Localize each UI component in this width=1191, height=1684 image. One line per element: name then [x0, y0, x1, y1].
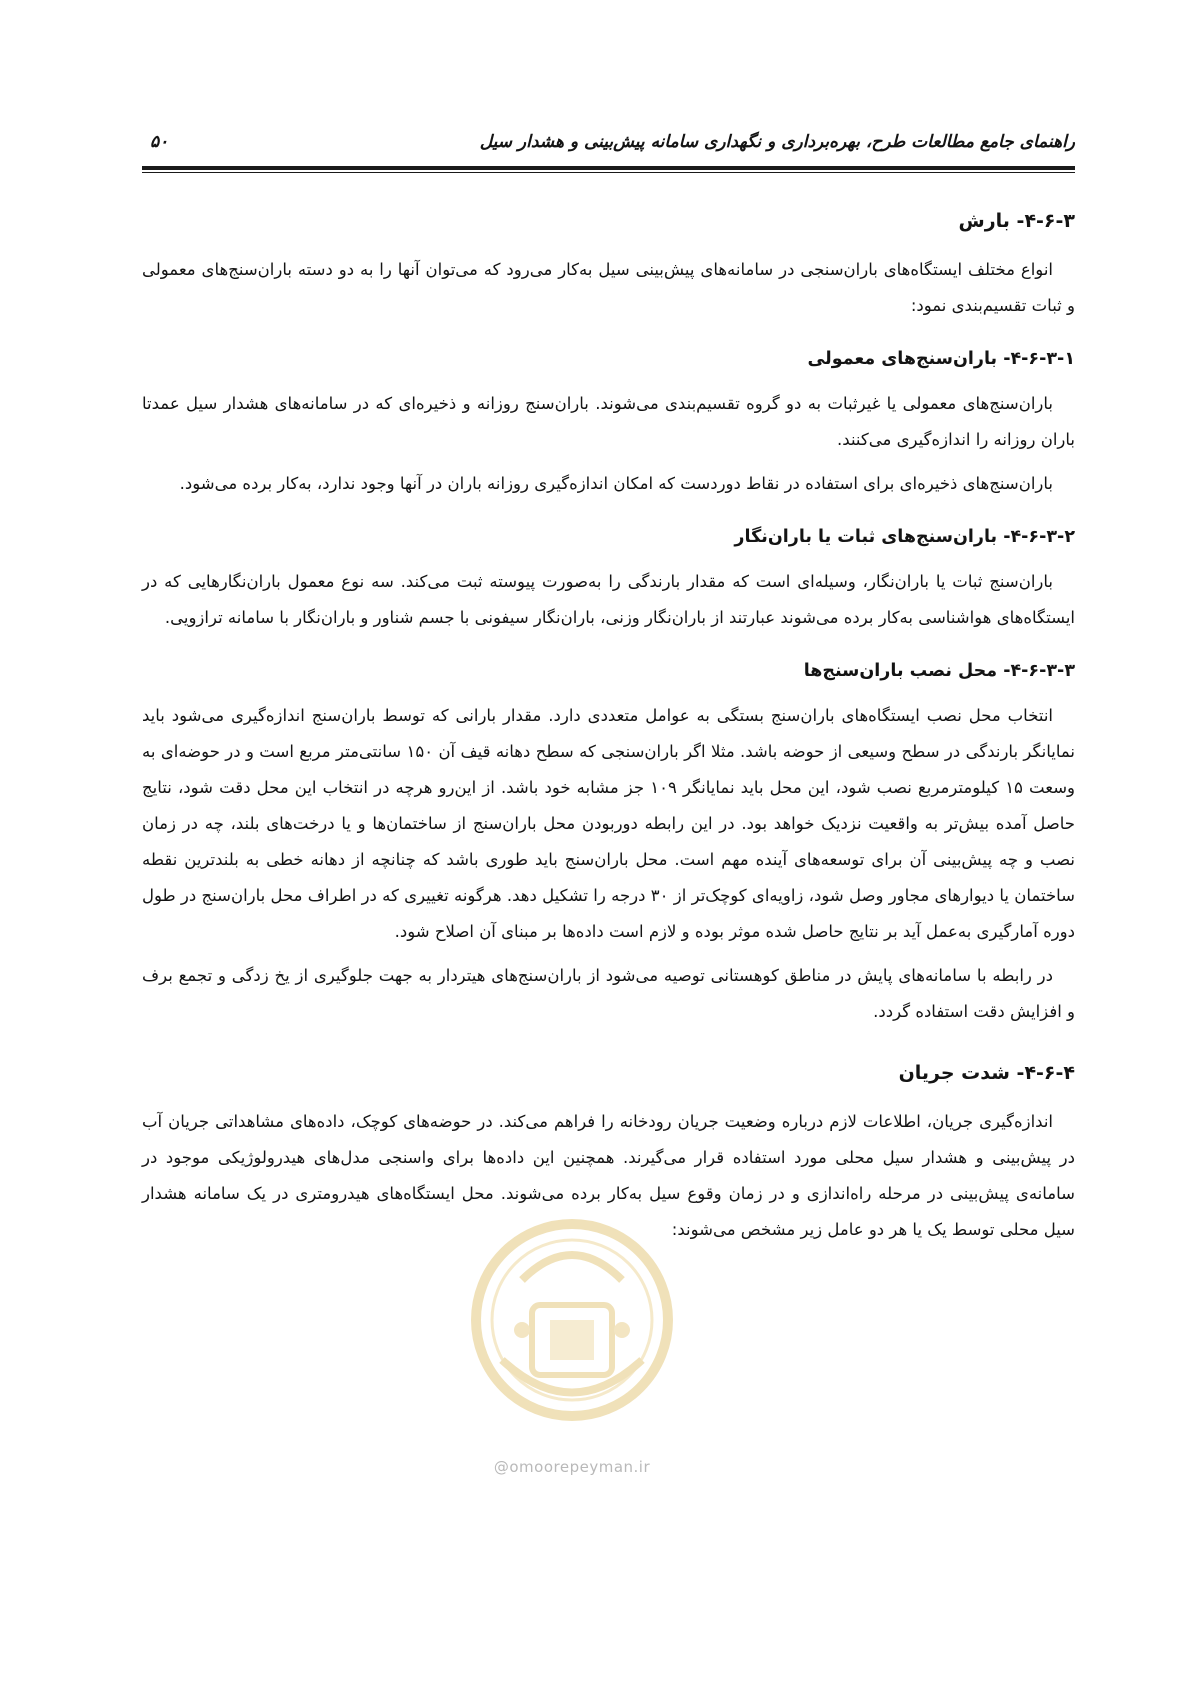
subsection-heading-recording-gauges: ۴-۶-۳-۲- باران‌سنج‌های ثبات یا باران‌نگار — [734, 527, 1075, 547]
header-title: راهنمای جامع مطالعات طرح، بهره‌برداری و نگهداری سامانه پیش‌بینی و هشدار سیل — [479, 132, 1075, 152]
paragraph: انواع مختلف ایستگاه‌های باران‌سنجی در سامانه‌های پیش‌بینی سیل به‌کار می‌رود که می‌توان آنها را به دو دسته باران‌سنج‌های معمولی و ثبات تقسیم‌بندی نمود: — [142, 260, 1075, 315]
header-rule-thin — [142, 172, 1075, 173]
paragraph: باران‌سنج ثبات یا باران‌نگار، وسیله‌ای است که مقدار بارندگی را به‌صورت پیوسته ثبت می‌کند. سه نوع معمول باران‌نگارهایی که در ایستگاه‌های هواشناسی به‌کار برده می‌شوند عبارتند از باران‌نگار وزنی، باران‌نگار سیفونی با جسم شناور و باران‌نگار با سامانه ترازویی. — [142, 572, 1075, 627]
paragraph: باران‌سنج‌های معمولی یا غیرثبات به دو گروه تقسیم‌بندی می‌شوند. باران‌سنج روزانه و ذخیره‌ای که در سامانه‌های هشدار سیل عمدتا باران روزانه را اندازه‌گیری می‌کنند. — [142, 394, 1075, 449]
subsection-heading-ordinary-gauges: ۴-۶-۳-۱- باران‌سنج‌های معمولی — [807, 349, 1075, 369]
watermark-text: @omoorepeyman.ir — [493, 1458, 651, 1476]
subsection-heading-gauge-location: ۴-۶-۳-۳- محل نصب باران‌سنج‌ها — [803, 661, 1075, 681]
header-rule-thick — [142, 166, 1075, 170]
page-number: ۵۰ — [150, 132, 169, 152]
paragraph: انتخاب محل نصب ایستگاه‌های باران‌سنج بستگی به عوامل متعددی دارد. مقدار بارانی که توسط باران‌سنج اندازه‌گیری می‌شود باید نمایانگر بارندگی در سطح وسیعی از حوضه باشد. مثلا اگر باران‌سنجی که سطح دهانه قیف آن ۱۵۰ سانتی‌متر مربع است و در حوضه‌ای به وسعت ۱۵ کیلومترمربع نصب شود، این محل باید نمایانگر ۱۰۹ جز مشابه خود باشد. از این‌رو هرچه در انتخاب این محل دقت شود، نتایج حاصل آمده بیش‌تر به واقعیت نزدیک خواهد بود. در این رابطه دوربودن محل باران‌سنج از ساختمان‌ها و یا درخت‌های بلند، چه در زمان نصب و چه پیش‌بینی آن برای توسعه‌های آینده مهم است. محل باران‌سنج باید طوری باشد که چنانچه از دهانه خطی به بلندترین نقطه ساختمان یا دیوارهای مجاور وصل شود، زاویه‌ای کوچک‌تر از ۳۰ درجه را تشکیل دهد. هرگونه تغییری که در اطراف محل باران‌سنج در طول دوره آمارگیری به‌عمل آید بر نتایج حاصل شده موثر بوده و لازم است داده‌ها بر مبنای آن اصلاح شود. — [142, 706, 1076, 941]
paragraph: اندازه‌گیری جریان، اطلاعات لازم درباره وضعیت جریان رودخانه را فراهم می‌کند. در حوضه‌های کوچک، داده‌های مشاهداتی جریان آب در پیش‌بینی و هشدار سیل محلی مورد استفاده قرار می‌گیرند. همچنین این داده‌ها برای واسنجی مدل‌های هیدرولوژیکی موجود در سامانه‌ی پیش‌بینی در مرحله راه‌اندازی و در زمان وقوع سیل به‌کار برده می‌شوند. محل ایستگاه‌های هیدرومتری در یک سامانه هشدار سیل محلی توسط یک یا هر دو عامل زیر مشخص می‌شوند: — [142, 1112, 1075, 1239]
page-body — [142, 208, 1075, 1256]
page-header — [142, 128, 1075, 166]
section-heading-flow-intensity: ۴-۶-۴- شدت جریان — [898, 1062, 1075, 1084]
paragraph: باران‌سنج‌های ذخیره‌ای برای استفاده در نقاط دوردست که امکان اندازه‌گیری روزانه باران در آنها وجود ندارد، به‌کار برده می‌شود. — [179, 474, 1053, 493]
paragraph: در رابطه با سامانه‌های پایش در مناطق کوهستانی توصیه می‌شود از باران‌سنج‌های هیتردار به جهت جلوگیری از یخ زدگی و تجمع برف و افزایش دقت استفاده گردد. — [142, 966, 1075, 1021]
section-heading-rain: ۴-۶-۳- بارش — [958, 210, 1075, 232]
